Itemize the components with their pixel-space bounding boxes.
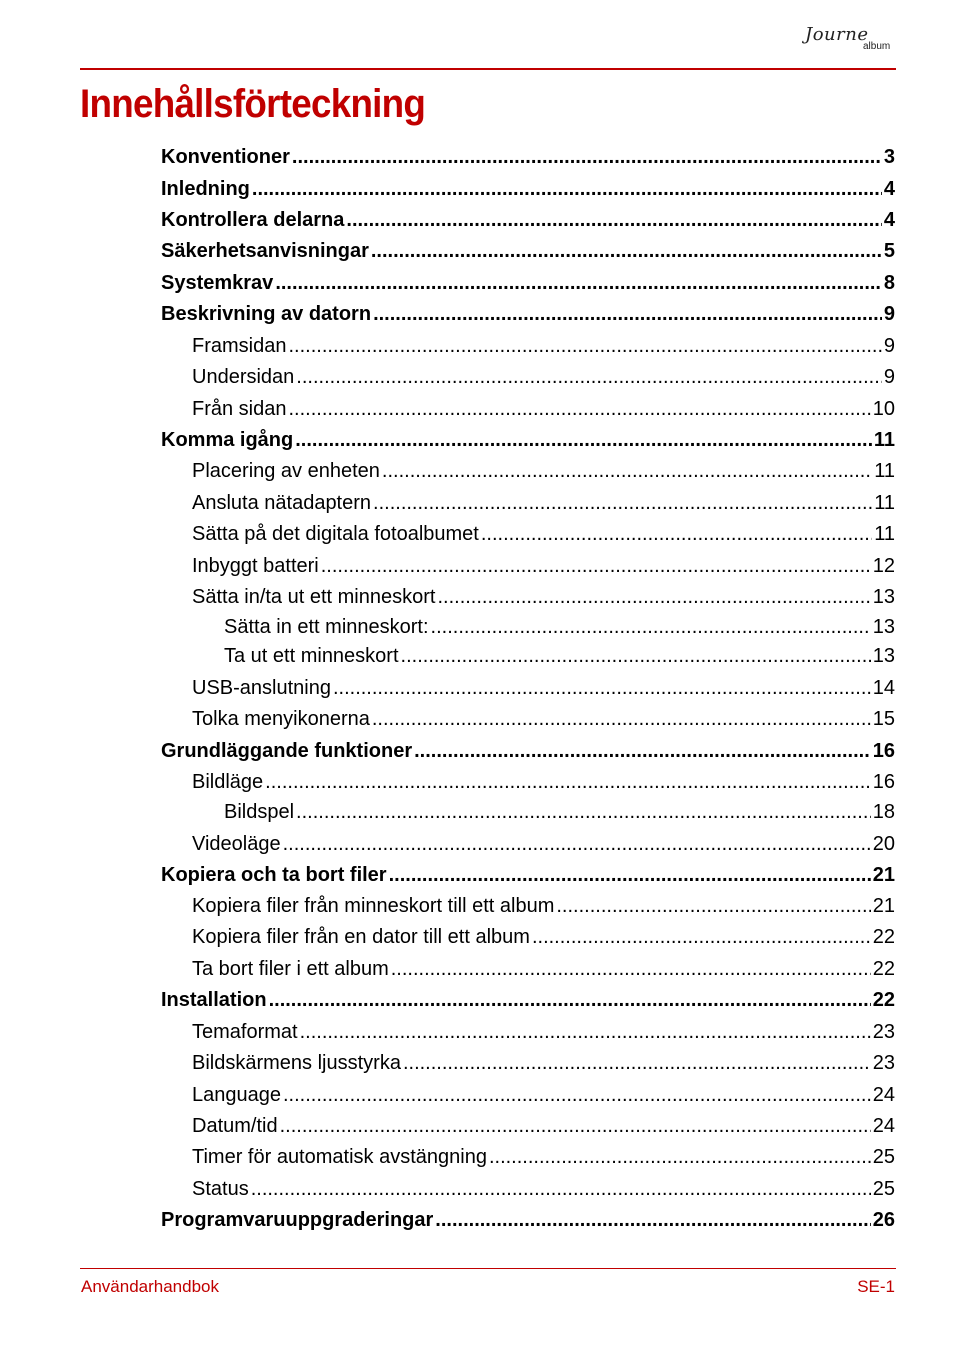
toc-entry-page: 24 [872, 1115, 895, 1137]
toc-entry-title: Tolka menyikonerna [192, 708, 370, 730]
toc-entry-title: Säkerhetsanvisningar [161, 240, 369, 262]
toc-dot-leader [275, 271, 882, 295]
toc-entry[interactable] [192, 1083, 895, 1107]
toc-entry[interactable] [192, 770, 895, 794]
toc-entry[interactable] [192, 676, 895, 700]
toc-entry[interactable] [192, 1177, 895, 1201]
toc-entry[interactable] [192, 894, 895, 918]
toc-dot-leader [414, 739, 871, 763]
footer-rule [80, 1268, 896, 1269]
toc-dot-leader [373, 302, 882, 326]
toc-entry-page: 23 [872, 1052, 895, 1074]
toc-entry-title: Datum/tid [192, 1115, 278, 1137]
toc-entry[interactable] [161, 271, 895, 295]
toc-dot-leader [431, 615, 871, 639]
footer-page-number: SE-1 [857, 1277, 895, 1296]
toc-entry-page: 18 [872, 801, 895, 823]
toc-dot-leader [252, 177, 882, 201]
toc-entry-page: 21 [872, 864, 895, 886]
toc-entry-page: 16 [872, 771, 895, 793]
toc-dot-leader [265, 770, 871, 794]
toc-entry[interactable] [192, 925, 895, 949]
toc-entry-page: 25 [872, 1178, 895, 1200]
toc-entry-title: Ansluta nätadaptern [192, 492, 372, 514]
toc-entry-page: 11 [874, 523, 895, 545]
toc-entry-page: 26 [872, 1209, 895, 1231]
toc-entry-title: Kontrollera delarna [161, 209, 345, 231]
toc-entry-title: Undersidan [192, 366, 295, 388]
toc-entry-title: Kopiera och ta bort filer [161, 864, 387, 886]
toc-dot-leader [296, 800, 871, 824]
toc-entry-page: 12 [872, 555, 895, 577]
toc-entry[interactable] [192, 585, 895, 609]
toc-entry-page: 22 [872, 926, 895, 948]
toc-entry-page: 3 [883, 146, 895, 168]
toc-dot-leader [382, 459, 872, 483]
toc-entry-page: 16 [872, 740, 895, 762]
toc-entry-title: Inbyggt batteri [192, 555, 319, 577]
toc-entry-page: 24 [872, 1084, 895, 1106]
toc-dot-leader [288, 334, 881, 358]
toc-entry-title: Sätta in/ta ut ett minneskort [192, 586, 436, 608]
toc-dot-leader [346, 208, 881, 232]
toc-entry-page: 11 [874, 460, 895, 482]
footer-manual-name: Användarhandbok [81, 1277, 220, 1296]
toc-entry-page: 11 [874, 492, 895, 514]
toc-entry-title: Ta ut ett minneskort [224, 645, 399, 667]
toc-entry-title: Installation [161, 989, 267, 1011]
toc-entry-page: 23 [872, 1021, 895, 1043]
toc-entry-page: 14 [872, 677, 895, 699]
toc-entry[interactable] [161, 1208, 895, 1232]
toc-entry-title: Kopiera filer från minneskort till ett album [192, 895, 555, 917]
toc-entry-page: 9 [883, 303, 895, 325]
toc-entry-page: 4 [883, 178, 895, 200]
toc-dot-leader [401, 644, 871, 668]
toc-dot-leader [489, 1145, 871, 1169]
toc-entry[interactable] [161, 988, 895, 1012]
toc-entry-page: 25 [872, 1146, 895, 1168]
toc-entry-page: 13 [872, 586, 895, 608]
toc-entry-title: Konventioner [161, 146, 290, 168]
toc-entry[interactable] [161, 145, 895, 169]
toc-dot-leader [389, 863, 871, 887]
toc-dot-leader [295, 428, 872, 452]
toc-dot-leader [403, 1051, 871, 1075]
toc-dot-leader [280, 1114, 871, 1138]
toc-dot-leader [437, 585, 870, 609]
toc-entry[interactable] [192, 491, 895, 515]
toc-entry-page: 8 [883, 272, 895, 294]
toc-entry[interactable] [192, 554, 895, 578]
toc-entry-page: 13 [872, 616, 895, 638]
toc-entry-title: Bildläge [192, 771, 264, 793]
toc-entry-page: 15 [872, 708, 895, 730]
toc-entry-page: 10 [872, 398, 895, 420]
toc-entry[interactable] [161, 739, 895, 763]
toc-entry-page: 4 [883, 209, 895, 231]
toc-dot-leader [372, 707, 871, 731]
toc-entry-page: 13 [872, 645, 895, 667]
toc-entry-title: Programvaruuppgraderingar [161, 1209, 434, 1231]
toc-entry-title: Komma igång [161, 429, 294, 451]
toc-dot-leader [283, 832, 871, 856]
toc-entry-title: Sätta på det digitala fotoalbumet [192, 523, 479, 545]
toc-entry-title: Language [192, 1084, 281, 1106]
toc-entry[interactable] [192, 707, 895, 731]
toc-entry-title: Sätta in ett minneskort: [224, 616, 429, 638]
toc-entry[interactable] [224, 644, 895, 668]
toc-entry[interactable] [192, 365, 895, 389]
toc-entry[interactable] [161, 177, 895, 201]
toc-dot-leader [333, 676, 871, 700]
toc-dot-leader [435, 1208, 870, 1232]
toc-entry[interactable] [192, 459, 895, 483]
toc-dot-leader [292, 145, 882, 169]
toc-entry-title: Ta bort filer i ett album [192, 958, 389, 980]
toc-entry-page: 22 [872, 958, 895, 980]
toc-entry-title: Timer för automatisk avstängning [192, 1146, 487, 1168]
toc-entry[interactable] [192, 334, 895, 358]
toc-entry-title: Bildskärmens ljusstyrka [192, 1052, 401, 1074]
toc-entry-title: Bildspel [224, 801, 295, 823]
toc-entry[interactable] [192, 1051, 895, 1075]
toc-entry-page: 5 [883, 240, 895, 262]
toc-dot-leader [371, 239, 882, 263]
toc-entry[interactable] [224, 800, 895, 824]
toc-entry-page: 22 [872, 989, 895, 1011]
toc-dot-leader [283, 1083, 871, 1107]
toc-entry-title: Kopiera filer från en dator till ett album [192, 926, 530, 948]
toc-entry[interactable] [161, 208, 895, 232]
toc-entry-title: Placering av enheten [192, 460, 380, 482]
toc-dot-leader [556, 894, 870, 918]
toc-dot-leader [300, 1020, 871, 1044]
toc-entry[interactable] [192, 1020, 895, 1044]
toc-entry-title: Systemkrav [161, 272, 274, 294]
toc-entry-page: 9 [883, 335, 895, 357]
toc-entry-page: 21 [872, 895, 895, 917]
toc-entry[interactable] [161, 428, 895, 452]
toc-entry-title: USB-anslutning [192, 677, 331, 699]
toc-entry[interactable] [192, 832, 895, 856]
toc-dot-leader [251, 1177, 871, 1201]
toc-dot-leader [532, 925, 871, 949]
toc-entry-title: Beskrivning av datorn [161, 303, 372, 325]
toc-dot-leader [481, 522, 872, 546]
toc-dot-leader [289, 397, 871, 421]
toc-dot-leader [391, 957, 871, 981]
toc-entry-page: 9 [883, 366, 895, 388]
logo-script: Journe [805, 24, 869, 45]
toc-entry[interactable] [192, 397, 895, 421]
toc-dot-leader [269, 988, 871, 1012]
toc-entry-title: Grundläggande funktioner [161, 740, 413, 762]
toc-dot-leader [296, 365, 882, 389]
toc-entry[interactable] [192, 522, 895, 546]
toc-entry-title: Inledning [161, 178, 250, 200]
toc-entry[interactable] [192, 1114, 895, 1138]
toc-entry-page: 20 [872, 833, 895, 855]
toc-entry[interactable] [161, 863, 895, 887]
toc-entry[interactable] [161, 239, 895, 263]
toc-entry-title: Framsidan [192, 335, 287, 357]
toc-entry[interactable] [224, 615, 895, 639]
toc-entry-title: Temaformat [192, 1021, 298, 1043]
toc-entry[interactable] [192, 1145, 895, 1169]
toc-entry[interactable] [161, 302, 895, 326]
toc-entry-title: Status [192, 1178, 249, 1200]
toc-dot-leader [373, 491, 872, 515]
toc-entry-title: Videoläge [192, 833, 281, 855]
page-title: Innehållsförteckning [80, 82, 426, 126]
logo-subtitle: album [863, 41, 891, 52]
toc-entry[interactable] [192, 957, 895, 981]
toc-dot-leader [321, 554, 871, 578]
toc-entry-title: Från sidan [192, 398, 287, 420]
toc-entry-page: 11 [873, 429, 895, 451]
